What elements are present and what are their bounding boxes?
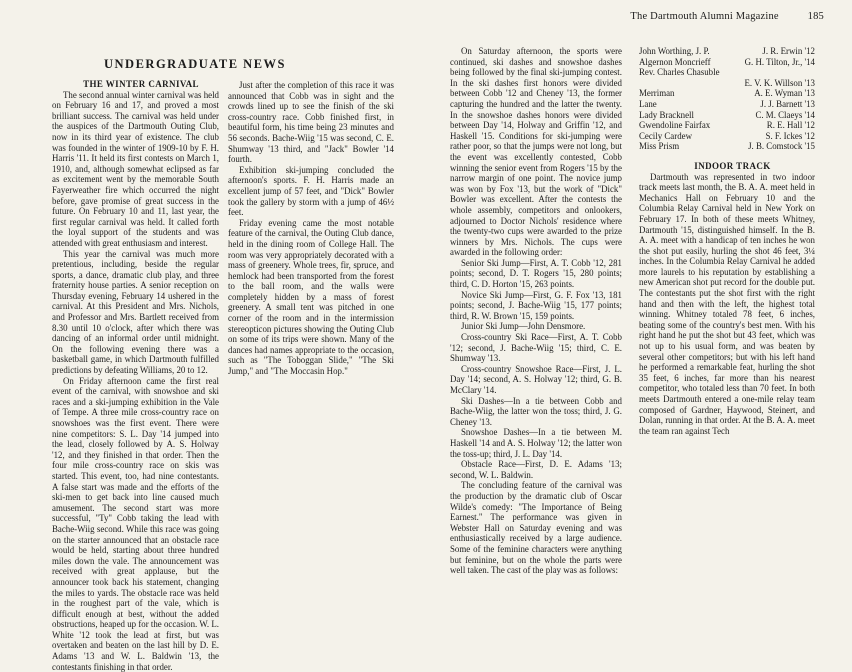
result-cross-country-ski: Cross-country Ski Race—First, A. T. Cobb '12; second, J. Bache-Wiig '15; third, C. E. Shumway '13. xyxy=(450,332,622,364)
paragraph-exhibition-jump: Exhibition ski-jumping concluded the afternoon's sports. F. H. Harris made an excellent jump of 57 feet, and "Dick" Bowler took the gallery by storm with a jump of 46½ feet. xyxy=(228,164,394,218)
cast-role: Lane xyxy=(639,98,657,109)
cast-actor: C. M. Claeys '14 xyxy=(755,109,815,120)
result-obstacle-race: Obstacle Race—First, D. E. Adams '13; second, W. L. Baldwin. xyxy=(450,459,622,480)
running-head xyxy=(630,11,824,22)
indoor-track-heading: INDOOR TRACK xyxy=(694,160,771,171)
paragraph-founding: The second annual winter carnival was held on February 16 and 17, and proved a most brilliant success. The carnival was held under the auspices of the Dartmouth Outing Club, now in its third year of existence. The club was founded in the winter of 1909-10 by F. H. Harris '11. It held its first contests on March 1, 1910, and, although somewhat eclipsed as far as excitement went by the memorable South Fayerweather fire which occurred the night before, gave promise of great success in the future. On February 10 and 11, last year, the first regular carnival was held. It called forth the loyal support of the students and was attended with great enthusiasm and interest. xyxy=(52,89,219,248)
paragraph-dramatic-club: The concluding feature of the carnival was the production by the dramatic club of Oscar Wilde's comedy: "The Importance of Being Earnest." The performance was given in Webster Hall on Saturday evening and was enthusiastically received by a large audience. Some of the feminine characters were anything but feminine, but on the whole the parts were well taken. The cast of the play was as follows: xyxy=(450,480,622,576)
result-junior-ski-jump: Junior Ski Jump—John Densmore. xyxy=(461,321,586,332)
cast-role: Rev. Charles Chasuble xyxy=(639,67,720,78)
cast-actor: J. J. Barnett '13 xyxy=(760,98,815,109)
text-column-3 xyxy=(450,46,622,576)
cast-role: John Worthing, J. P. xyxy=(639,46,710,56)
cast-role: Miss Prism xyxy=(639,141,680,152)
cast-role: Gwendoline Fairfax xyxy=(639,120,711,131)
cast-row xyxy=(639,131,815,142)
result-cross-country-snowshoe: Cross-country Snowshoe Race—First, J. L. Day '14; second, A. S. Holway '12; third, G. B. McClary '14. xyxy=(450,363,622,395)
magazine-title: The Dartmouth Alumni Magazine xyxy=(630,11,779,22)
text-column-4 xyxy=(639,46,815,436)
cast-actor: G. H. Tilton, Jr., '14 xyxy=(744,56,815,67)
paragraph-friday-races: On Friday afternoon came the first real event of the carnival, with snowshoe and ski races and a ski-jumping exhibition in the Vale of Tempe. A three mile cross-country race on snowshoes was the first event. There were nine competitors: S. L. Day '14 jumped into the lead, closely followed by A. S. Holway '12, and they finished in that order. Then the four mile cross-country race on skis was started. This event, too, had nine contestants. A false start was made and the efforts of the ski-men to get back into line caused much amusement. The second start was more successful, "Ty" Cobb taking the lead with Bache-Wiig second. While this race was going on the starter announced that an obstacle race would be held, starting about three hundred miles down the vale. The announcement was received with great applause, but the announcer took back his statement, changing the miles to yards. The obstacle race was held in the roughest part of the vale, which is difficult enough at best, without the added obstructions, heaped up for the occasion. W. L. White '12 took the lead at first, but was overtaken and beaten on the last hill by D. E. Adams '13 and W. L. Baldwin '13, the contestants finishing in that order. xyxy=(52,375,219,672)
cast-actor: S. F. Ickes '12 xyxy=(765,130,815,141)
cast-row xyxy=(639,99,815,110)
paragraph-outing-club-dance: Friday evening came the most notable feature of the carnival, the Outing Club dance, held in the dining room of College Hall. The room was very appropriately decorated with a mass of greenery. Whole trees, fir, spruce, and hemlock had been transported from the forest to the ball room, and the walls were completely hidden by a mass of forest greenery. A small tent was pitched in one corner of the room and in the intermission stereopticon pictures showing the Outing Club on some of its trips were shown. Many of the dances had names appropriate to the occasion, such as "The Toboggan Slide," "The Ski Jump," and "The Moccasin Hop." xyxy=(228,217,394,377)
paragraph-saturday-sports: On Saturday afternoon, the sports were continued, ski dashes and snowshoe dashes being followed by the final ski-jumping contest. In the ski dashes first honors were divided between Cobb '12 and Cheney '13, the former capturing the hundred and the latter the twenty. In the snowshoe dashes honors were divided between Day '14, Holway and Griffin '12, and Haskell '15. Conditions for ski-jumping were rather poor, so that the jumps were not long, but the event was excellently contested, Cobb winning the senior event from Rogers '15 by the narrow margin of one point. The novice jump was won by Fox '13, but the work of "Dick" Bowler was excellent. After the contests the whole assembly, competitors and onlookers, adjourned to Doctor Nichols' residence where the twenty-two cups were awarded to the prize winners by Mrs. Nichols. The cups were awarded in the following order: xyxy=(450,46,622,258)
cast-actor: J. B. Comstock '15 xyxy=(748,141,815,152)
cast-role: Lady Bracknell xyxy=(639,109,694,120)
cast-row xyxy=(639,57,815,68)
paragraph-program: This year the carnival was much more pretentious, including, beside the regular sports, a dance, dramatic club play, and three fraternity house parties. A senior reception on Thursday evening, February 14 ushered in the carnival. At this President and Mrs. Nichols, and Professor and Mrs. Bartlett received from 8.30 until 10 o'clock, after which there was dancing of an informal order until midnight. On the following evening there was a basketball game, in which Dartmouth fulfilled predictions by defeating Williams, 20 to 12. xyxy=(52,248,219,376)
cast-list xyxy=(639,46,815,152)
paragraph-indoor-track: Dartmouth was represented in two indoor track meets last month, the B. A. A. meet held in Mechanics Hall on February 10 and the Columbia Relay Carnival held in New York on February 17. In both of these meets Whitney, Dartmouth '15, distinguished himself. In the B. A. A. meet with a handicap of ten inches he won the shot put easily, hurling the shot 46 feet, 3¼ inches. In the Columbia Relay Carnival he added more laurels to his reputation by establishing a new American shot put record for the double put. The contestants put the shot first with the right hand and then with the left, the highest total winning. Whitney totaled 78 feet, 6 inches, beating some of the country's best men. With his right hand he put the shot but 43 feet, which was not up to his usual form, and was beaten by several other competitors; but with his left hand he performed a remarkable feat, hurling the shot 35 feet, 6 inches, far more than his nearest competitor, who totaled less than 70 feet. In both meets Dartmouth entered a one-mile relay team composed of Gardner, Haywood, Steinert, and Dolan, running in that order. At the B. A. A. meet the team ran against Tech xyxy=(639,171,815,436)
winter-carnival-heading: THE WINTER CARNIVAL xyxy=(83,79,199,89)
cast-actor: J. R. Erwin '12 xyxy=(762,46,815,56)
cast-role: Algernon Moncrieff xyxy=(639,56,711,67)
cast-row xyxy=(639,67,815,78)
cast-row xyxy=(639,78,815,89)
result-ski-dashes: Ski Dashes—In a tie between Cobb and Bache-Wiig, the latter won the toss; third, J. G. Cheney '13. xyxy=(450,395,622,427)
cast-row xyxy=(639,120,815,131)
cast-row xyxy=(639,141,815,152)
paragraph-ski-finish: Just after the completion of this race it was announced that Cobb was in sight and the crowds lined up to see the finish of the ski cross-country race. Cobb finished first, in beautiful form, his time being 23 minutes and 56 seconds. Bache-Wiig '15 was second, C. E. Shumway '13 third, and "Jack" Bowler '14 fourth. xyxy=(228,80,394,165)
result-snowshoe-dashes: Snowshoe Dashes—In a tie between M. Haskell '14 and A. S. Holway '12; the latter won the toss-up; third, J. L. Day '14. xyxy=(450,427,622,459)
result-senior-ski-jump: Senior Ski Jump—First, A. T. Cobb '12, 281 points; second, D. T. Rogers '15, 280 points; third, C. D. Horton '15, 263 points. xyxy=(450,257,622,290)
cast-row xyxy=(639,110,815,121)
section-title: UNDERGRADUATE NEWS xyxy=(104,57,286,71)
text-column-1 xyxy=(52,79,219,672)
cast-role: Cecily Cardew xyxy=(639,130,692,141)
cast-actor: A. E. Wyman '13 xyxy=(754,88,815,99)
cast-actor: E. V. K. Willson '13 xyxy=(744,77,815,88)
cast-actor: R. E. Hall '12 xyxy=(766,120,815,131)
text-column-2 xyxy=(228,80,394,377)
cast-role: Merriman xyxy=(639,88,675,99)
cast-row xyxy=(639,46,815,57)
result-novice-ski-jump: Novice Ski Jump—First, G. F. Fox '13, 181 points; second, J. Bache-Wiig '15, 177 points; third, R. W. Brown '15, 159 points. xyxy=(450,289,622,321)
cast-row xyxy=(639,88,815,99)
page-number: 185 xyxy=(807,11,824,22)
